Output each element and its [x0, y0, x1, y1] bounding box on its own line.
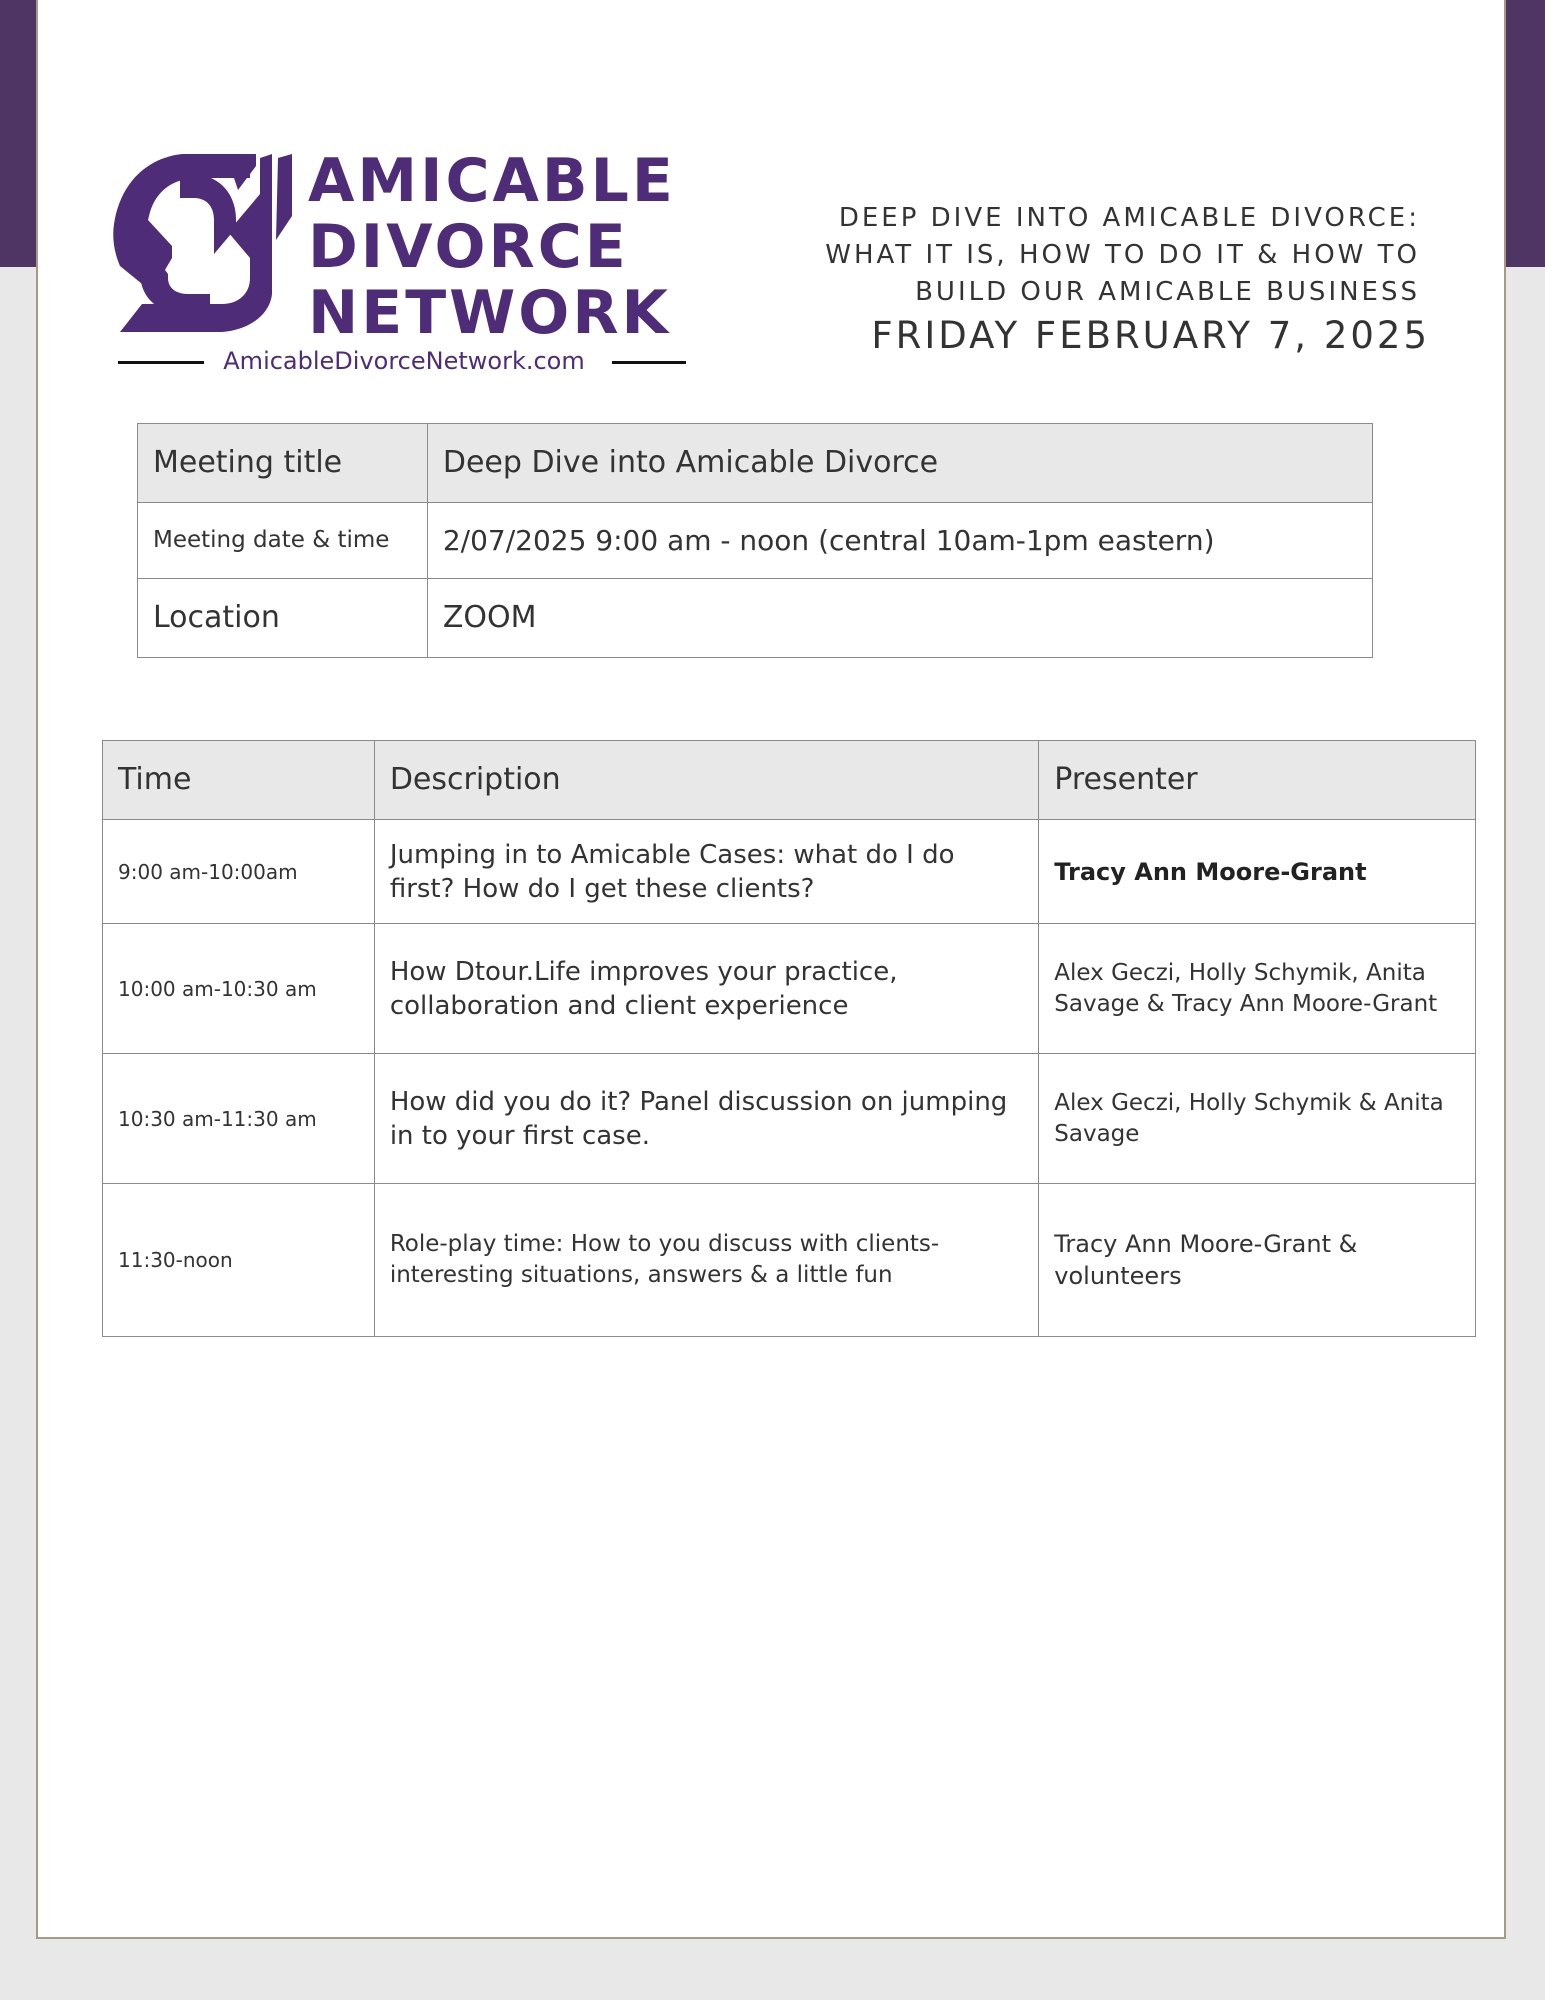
meeting-title-label: Meeting title	[138, 424, 428, 503]
brand-name-line-2: DIVORCE	[308, 212, 629, 282]
headline-line-3: BUILD OUR AMICABLE BUSINESS	[915, 277, 1420, 307]
brand-name	[308, 148, 703, 346]
headline-line-1: DEEP DIVE INTO AMICABLE DIVORCE:	[838, 203, 1420, 233]
agenda-description: Jumping in to Amicable Cases: what do I do first? How do I get these clients?	[374, 820, 1038, 924]
agenda-header-row	[103, 741, 1476, 820]
agenda-row	[103, 924, 1476, 1054]
meeting-info-table	[137, 423, 1373, 658]
brand-url-row	[118, 344, 686, 378]
brand-url-left-rule	[118, 361, 204, 364]
interlocking-chain-links-logo-icon	[110, 154, 300, 332]
agenda-row	[103, 1184, 1476, 1337]
agenda-presenter: Alex Geczi, Holly Schymik & Anita Savage	[1039, 1054, 1476, 1184]
agenda-presenter: Tracy Ann Moore-Grant & volunteers	[1039, 1184, 1476, 1337]
agenda-row	[103, 1054, 1476, 1184]
meeting-location-value: ZOOM	[427, 579, 1372, 658]
meeting-date-row	[138, 503, 1373, 579]
agenda-row	[103, 820, 1476, 924]
meeting-date-label: Meeting date & time	[138, 503, 428, 579]
agenda-header-presenter: Presenter	[1039, 741, 1476, 820]
agenda-header-time: Time	[103, 741, 375, 820]
agenda-header-description: Description	[374, 741, 1038, 820]
meeting-title-row	[138, 424, 1373, 503]
meeting-title-value: Deep Dive into Amicable Divorce	[427, 424, 1372, 503]
brand-name-line-1: AMICABLE	[308, 146, 676, 216]
meeting-date-value: 2/07/2025 9:00 am - noon (central 10am-1pm eastern)	[427, 503, 1372, 579]
brand-url-right-rule	[612, 361, 686, 364]
agenda-description: How Dtour.Life improves your practice, collaboration and client experience	[374, 924, 1038, 1054]
agenda-time: 11:30-noon	[103, 1184, 375, 1337]
meeting-location-label: Location	[138, 579, 428, 658]
agenda-time: 10:00 am-10:30 am	[103, 924, 375, 1054]
event-headline	[735, 200, 1430, 359]
agenda-table	[102, 740, 1476, 1337]
brand-url: AmicableDivorceNetwork.com	[223, 347, 585, 375]
agenda-time: 10:30 am-11:30 am	[103, 1054, 375, 1184]
agenda-description: How did you do it? Panel discussion on jumping in to your first case.	[374, 1054, 1038, 1184]
agenda-description: Role-play time: How to you discuss with clients- interesting situations, answers & a little fun	[374, 1184, 1038, 1337]
meeting-location-row	[138, 579, 1373, 658]
agenda-presenter: Alex Geczi, Holly Schymik, Anita Savage & Tracy Ann Moore-Grant	[1039, 924, 1476, 1054]
headline-line-2: WHAT IT IS, HOW TO DO IT & HOW TO	[825, 240, 1420, 270]
brand-name-line-3: NETWORK	[308, 278, 672, 348]
event-date: FRIDAY FEBRUARY 7, 2025	[871, 314, 1430, 357]
agenda-presenter: Tracy Ann Moore-Grant	[1039, 820, 1476, 924]
agenda-time: 9:00 am-10:00am	[103, 820, 375, 924]
